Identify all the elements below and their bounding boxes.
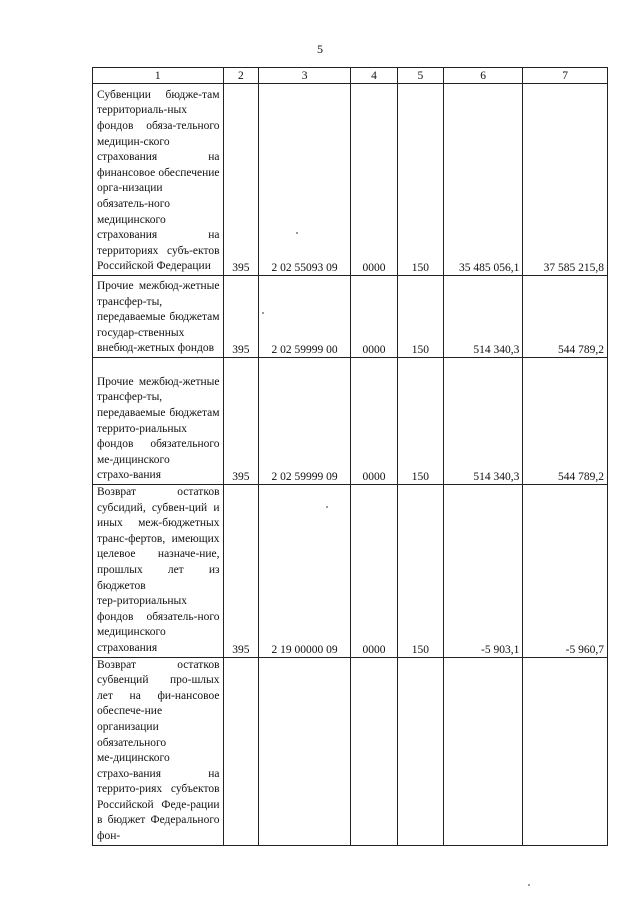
revenue-code-cell: 2 02 59999 09 [259,358,351,485]
kind-code-cell: 150 [397,358,443,485]
table-row [93,358,608,485]
table-row [93,657,608,845]
table-row [93,485,608,658]
admin-code-cell [223,657,259,845]
scan-speck [528,884,530,886]
row-name-cell: Возврат остатков субсидий, субвен-ций и иных меж-бюджетных транс-фертов, имеющих целевое назначе-ние, прошлых лет из бюджетов тер-риториальных фондов обязатель-ного медицинского страхования [93,485,224,658]
amount-cell: 35 485 056,1 [443,84,523,276]
column-header: 3 [259,68,351,84]
kind-code-cell: 150 [397,485,443,658]
page-number: 5 [317,42,323,56]
row-name-cell: Возврат остатков субвенций про-шлых лет на фи-нансовое обеспече-ние организации обязательного ме-дицинского страхо-вания на террито-риях субъектов Российской Феде-рации в бюджет Федерального фон- [93,657,224,845]
subtype-code-cell: 0000 [351,84,398,276]
kind-code-cell [397,657,443,845]
budget-revenue-table [92,67,608,846]
subtype-code-cell [351,657,398,845]
row-name-cell: Прочие межбюд-жетные трансфер-ты, передаваемые бюджетам государ-ственных внебюд-жетных фондов [93,276,224,358]
column-header: 1 [93,68,224,84]
column-header: 4 [351,68,398,84]
amount-cell: -5 903,1 [443,485,523,658]
scan-speck [326,506,328,508]
table-header-row [93,68,608,84]
column-header: 5 [397,68,443,84]
admin-code-cell: 395 [223,84,259,276]
revenue-code-cell [259,657,351,845]
revenue-code-cell: 2 19 00000 09 [259,485,351,658]
table-row [93,84,608,276]
admin-code-cell: 395 [223,276,259,358]
amount-cell: 514 340,3 [443,358,523,485]
amount-cell: 544 789,2 [523,358,608,485]
column-header: 6 [443,68,523,84]
subtype-code-cell: 0000 [351,276,398,358]
subtype-code-cell: 0000 [351,358,398,485]
subtype-code-cell: 0000 [351,485,398,658]
row-name-cell: Прочие межбюд-жетные трансфер-ты, передаваемые бюджетам террито-риальных фондов обязательного ме-дицинского страхо-вания [93,358,224,485]
admin-code-cell: 395 [223,485,259,658]
table-row [93,276,608,358]
scan-speck [296,232,298,234]
revenue-code-cell: 2 02 55093 09 [259,84,351,276]
column-header: 7 [523,68,608,84]
amount-cell: 37 585 215,8 [523,84,608,276]
amount-cell: -5 960,7 [523,485,608,658]
amount-cell: 544 789,2 [523,276,608,358]
amount-cell [443,657,523,845]
kind-code-cell: 150 [397,84,443,276]
revenue-code-cell: 2 02 59999 00 [259,276,351,358]
row-name-cell: Субвенции бюдже-там территориаль-ных фондов обяза-тельного медицин-ского страхования на финансовое обеспечение орга-низации обязатель-ного медицинского страхования на территориях субъ-ектов Российской Федерации [93,84,224,276]
kind-code-cell: 150 [397,276,443,358]
admin-code-cell: 395 [223,358,259,485]
scan-speck [262,312,264,314]
amount-cell [523,657,608,845]
amount-cell: 514 340,3 [443,276,523,358]
column-header: 2 [223,68,259,84]
